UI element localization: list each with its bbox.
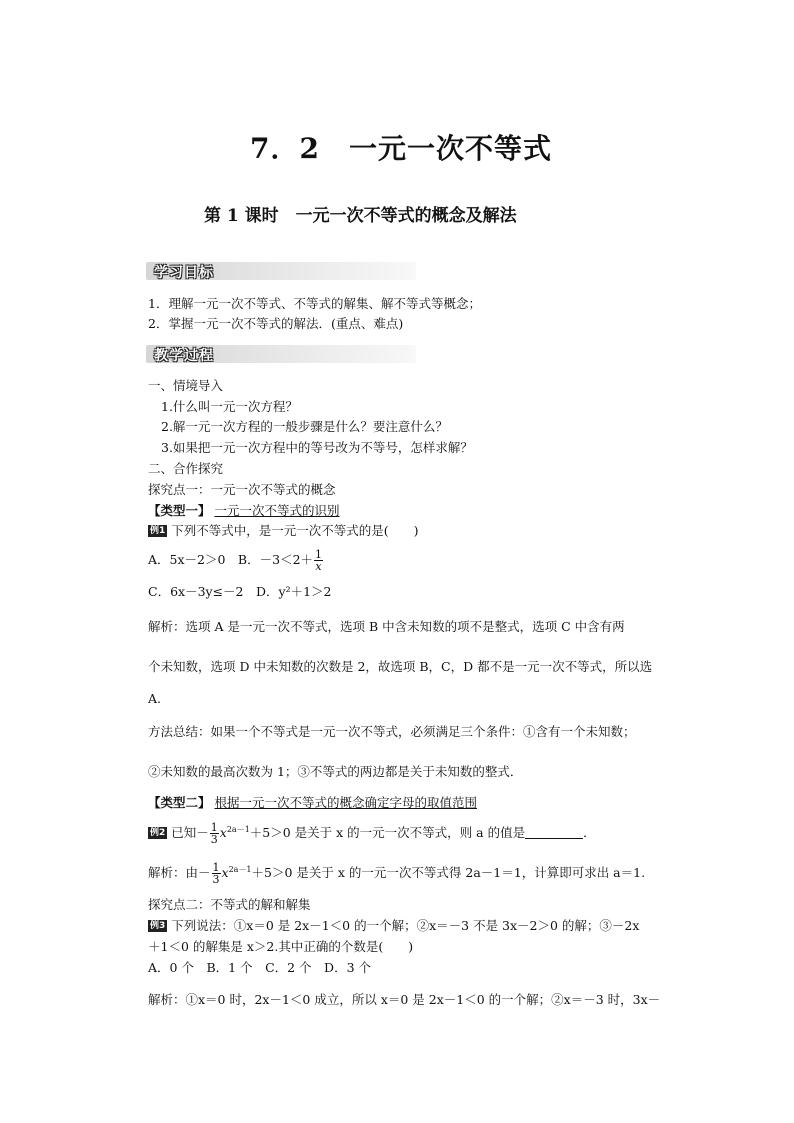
question: 1.什么叫一元一次方程？ [161, 399, 298, 414]
example-1-options-cd: C．6x－3y≤－2 D．y²＋1＞2 [148, 584, 332, 599]
exponent: 2a－1 [226, 825, 250, 834]
explore-point: 探究点一：一元一次不等式的概念 [148, 482, 336, 497]
example-text: 下列说法：①x＝0 是 2x－1＜0 的一个解；②x＝－3 不是 3x－2＞0 的解；③－2x [171, 918, 640, 933]
denominator: 3 [212, 873, 220, 887]
process-banner [146, 345, 416, 363]
example-2 [148, 822, 596, 845]
section-heading: 二、合作探究 [148, 461, 224, 476]
solution-text: A. [148, 691, 162, 706]
goal-item: 2．掌握一元一次不等式的解法．(重点、难点) [148, 316, 404, 331]
example-3 [148, 918, 639, 934]
example-tag: 例2 [150, 828, 166, 839]
fraction [314, 549, 323, 572]
page-title: 7．2 一元一次不等式 [250, 132, 552, 165]
example-text: ＋5＞0 是关于 x 的一元一次不等式，则 a 的值是 [249, 825, 526, 841]
numerator: 1 [210, 821, 218, 835]
option-a-b: A．5x－2＞0 B．－3＜2＋ [148, 552, 314, 567]
goal-item: 1．理解一元一次不等式、不等式的解集、解不等式等概念； [148, 296, 481, 311]
question: 3.如果把一元一次方程中的等号改为不等号，怎样求解？ [161, 440, 473, 455]
goals-banner-label: 学习目标 [154, 265, 214, 281]
example-1-options-ab [148, 549, 324, 572]
type-heading [148, 503, 340, 519]
solution-part: 解析：由－ [148, 865, 211, 881]
denominator: x [315, 560, 322, 573]
fraction [210, 822, 219, 845]
goals-banner [146, 262, 416, 280]
solution-text: 个未知数，选项 D 中未知数的次数是 2，故选项 B，C，D 都不是一元一次不等式，所以选 [148, 659, 653, 674]
method-summary: ②未知数的最高次数为 1；③不等式的两边都是关于未知数的整式． [148, 764, 523, 779]
variable: x [219, 825, 227, 841]
exponent: 2a－1 [228, 865, 252, 874]
example-1 [148, 523, 419, 539]
example-3-cont: ＋1＜0 的解集是 x＞2.其中正确的个数是( ) [148, 939, 414, 954]
example-text: 已知－ [171, 825, 209, 841]
method-summary: 方法总结：如果一个不等式是一元一次不等式，必须满足三个条件：①含有一个未知数； [148, 724, 636, 739]
type-label: 【类型二】 [148, 795, 211, 810]
question: 2.解一元一次方程的一般步骤是什么？要注意什么？ [161, 419, 448, 434]
fraction [212, 862, 221, 885]
type-label: 【类型一】 [148, 503, 211, 518]
lesson-subtitle: 第 1 课时 一元一次不等式的概念及解法 [204, 206, 517, 226]
solution-part: ＋5＞0 是关于 x 的一元一次不等式得 2a－1＝1，计算即可求出 a＝1. [251, 865, 646, 881]
numerator: 1 [212, 861, 220, 875]
example-tag: 例1 [150, 526, 166, 536]
solution-text [148, 862, 645, 885]
section-heading: 一、情境导入 [148, 378, 224, 393]
type-heading [148, 795, 477, 811]
denominator: 3 [210, 833, 218, 847]
numerator: 1 [315, 548, 323, 561]
solution-text: 解析：①x＝0 时，2x－1＜0 成立，所以 x＝0 是 2x－1＜0 的一个解；②x＝－3 时，3x－ [148, 992, 661, 1007]
example-tag: 例3 [150, 921, 166, 931]
variable: x [221, 865, 229, 881]
type-title: 一元一次不等式的识别 [214, 503, 340, 518]
type-title: 根据一元一次不等式的概念确定字母的取值范围 [214, 795, 478, 810]
explore-point: 探究点二：不等式的解和解集 [148, 897, 311, 912]
solution-text: 解析：选项 A 是一元一次不等式，选项 B 中含未知数的项不是整式，选项 C 中含有两 [148, 619, 625, 634]
example-text: ． [583, 825, 596, 841]
answer-blank [525, 826, 583, 839]
example-3-options: A．0 个 B．1 个 C．2 个 D．3 个 [148, 960, 372, 975]
process-banner-label: 教学过程 [154, 348, 214, 364]
example-text: 下列不等式中，是一元一次不等式的是( ) [171, 523, 419, 538]
